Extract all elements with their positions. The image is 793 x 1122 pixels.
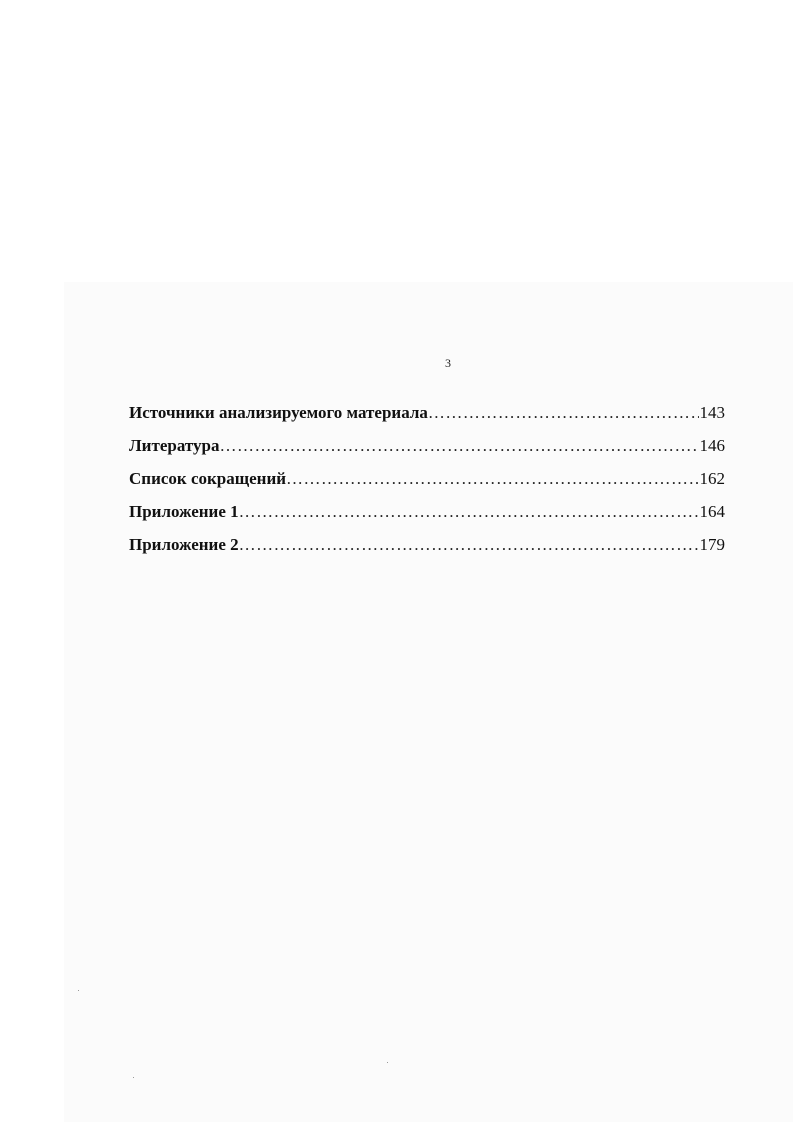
toc-entry-appendix-1 bbox=[129, 501, 725, 534]
scan-speck bbox=[133, 1077, 134, 1078]
page-number: 3 bbox=[445, 356, 451, 370]
toc-entry-title: Приложение 2 bbox=[129, 535, 239, 554]
table-of-contents bbox=[129, 402, 725, 567]
toc-entry-page: 146 bbox=[699, 436, 725, 455]
toc-entry-title: Приложение 1 bbox=[129, 502, 239, 521]
toc-entry-title: Список сокращений bbox=[129, 469, 287, 488]
toc-entry-sources bbox=[129, 402, 725, 435]
toc-entry-page: 179 bbox=[699, 535, 725, 554]
toc-leader-dots bbox=[428, 402, 699, 424]
toc-leader-dots bbox=[286, 468, 698, 490]
toc-entry-appendix-2 bbox=[129, 534, 725, 567]
toc-entry-page: 162 bbox=[699, 469, 725, 488]
toc-entry-page: 164 bbox=[699, 502, 725, 521]
toc-entry-title: Литература bbox=[129, 436, 220, 455]
toc-leader-dots bbox=[239, 501, 699, 523]
scan-speck bbox=[387, 1062, 388, 1063]
scan-speck bbox=[78, 990, 79, 991]
toc-entry-abbreviations bbox=[129, 468, 725, 501]
toc-leader-dots bbox=[219, 435, 698, 457]
toc-leader-dots bbox=[239, 534, 699, 556]
toc-entry-title: Источники анализируемого материала bbox=[129, 403, 428, 422]
toc-entry-literature bbox=[129, 435, 725, 468]
toc-entry-page: 143 bbox=[699, 403, 725, 422]
